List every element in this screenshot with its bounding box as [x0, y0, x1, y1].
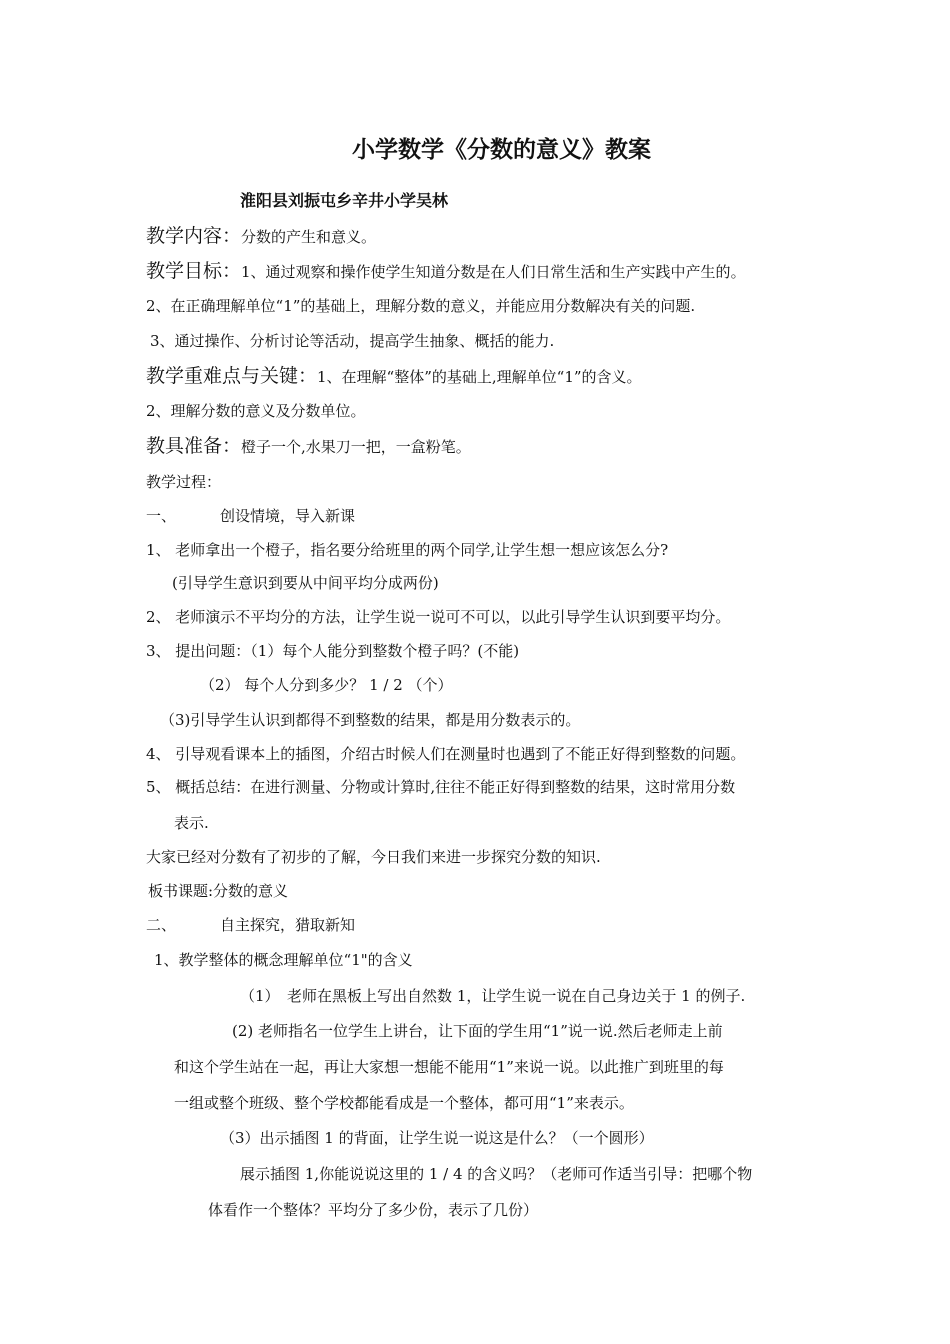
step-1-2: 2、 老师演示不平均分的方法，让学生说一说可不可以，以此引导学生认识到要平均分。	[146, 608, 731, 626]
key-label: 教学重难点与关键：	[146, 365, 318, 387]
key-2: 2、理解分数的意义及分数单位。	[146, 402, 366, 420]
tools-text: 橙子一个,水果刀一把，一盒粉笔。	[241, 438, 471, 456]
goals-1: 1、通过观察和操作使学生知道分数是在人们日常生活和生产实践中产生的。	[241, 263, 746, 281]
step-1-4: 4、 引导观看课本上的插图，介绍古时候人们在测量时也遇到了不能正好得到整数的问题。	[146, 745, 746, 763]
step-1-1-note: (引导学生意识到要从中间平均分成两份)	[172, 574, 439, 592]
step-1-1: 1、 老师拿出一个橙子，指名要分给班里的两个同学,让学生想一想应该怎么分?	[146, 541, 669, 559]
step-2-1-item-4: 展示插图 1,你能说说这里的 1 / 4 的含义吗？（老师可作适当引导：把哪个物	[240, 1165, 753, 1183]
step-1-3: 3、 提出问题：（1）每个人能分到整数个橙子吗？(不能)	[146, 642, 520, 660]
section-1-title: 创设情境，导入新课	[220, 507, 356, 525]
step-2-1-item-4-cont: 体看作一个整体？平均分了多少份，表示了几份）	[208, 1201, 539, 1219]
step-1-3-q3: （3)引导学生认识到都得不到整数的结果，都是用分数表示的。	[160, 711, 581, 729]
section-2-title: 自主探究，猎取新知	[220, 916, 356, 934]
goals-line	[146, 261, 746, 282]
board-title-line: 板书课题:分数的意义	[148, 882, 289, 900]
section-1-number: 一、	[146, 507, 177, 525]
author-line: 淮阳县刘振屯乡辛井小学吴林	[240, 191, 449, 210]
tools-line	[146, 436, 471, 457]
step-1-5-cont: 表示.	[174, 814, 209, 832]
step-2-1: 1、教学整体的概念理解单位“1"的含义	[154, 951, 413, 969]
section-2-heading	[146, 915, 355, 935]
key-1: 1、在理解“整体”的基础上,理解单位“1”的含义。	[317, 368, 642, 386]
section-2-number: 二、	[146, 916, 177, 934]
step-1-5: 5、 概括总结：在进行测量、分物或计算时,往往不能正好得到整数的结果，这时常用分数	[146, 778, 736, 796]
goals-label: 教学目标：	[146, 260, 242, 282]
step-2-1-item-2-cont-2: 一组或整个班级、整个学校都能看成是一个整体，都可用“1”来表示。	[174, 1094, 634, 1112]
tools-label: 教具准备：	[146, 435, 242, 457]
step-2-1-item-2-cont-1: 和这个学生站在一起，再让大家想一想能不能用“1”来说一说。以此推广到班里的每	[174, 1058, 724, 1076]
summary-line: 大家已经对分数有了初步的了解，今日我们来进一步探究分数的知识.	[146, 848, 601, 866]
section-1-heading	[146, 506, 355, 526]
goals-3: 3、通过操作、分析讨论等活动，提高学生抽象、概括的能力.	[150, 332, 555, 350]
step-1-3-q2: （2） 每个人分到多少？ 1 / 2 （个）	[200, 676, 453, 694]
step-2-1-item-3: （3）出示插图 1 的背面，让学生说一说这是什么？（一个圆形）	[220, 1129, 654, 1147]
step-2-1-item-2: (2) 老师指名一位学生上讲台，让下面的学生用“1”说一说.然后老师走上前	[232, 1022, 723, 1040]
content-label: 教学内容：	[146, 225, 242, 247]
process-label: 教学过程：	[146, 473, 222, 491]
step-2-1-item-1: （1） 老师在黑板上写出自然数 1，让学生说一说在自己身边关于 1 的例子.	[240, 987, 746, 1005]
document-title: 小学数学《分数的意义》教案	[352, 136, 651, 163]
goals-2: 2、在正确理解单位“1”的基础上，理解分数的意义，并能应用分数解决有关的问题.	[146, 297, 696, 315]
content-text: 分数的产生和意义。	[241, 228, 377, 246]
content-line	[146, 226, 376, 247]
key-line	[146, 366, 642, 387]
